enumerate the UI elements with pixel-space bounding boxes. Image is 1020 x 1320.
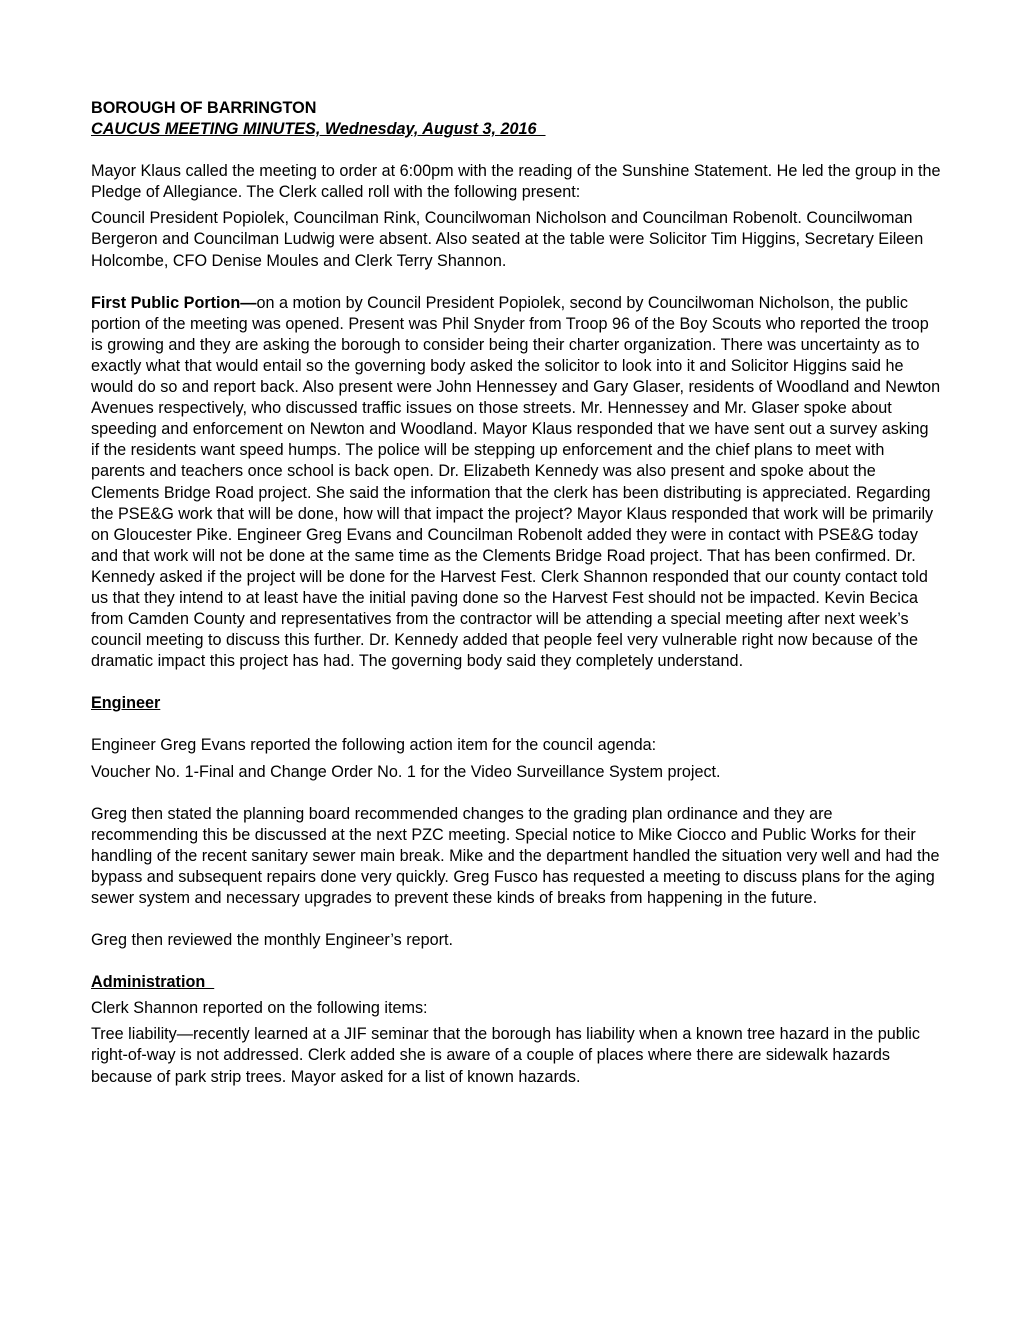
engineer-heading: Engineer <box>91 694 161 713</box>
administration-heading: Administration <box>91 973 215 992</box>
meeting-title: CAUCUS MEETING MINUTES, Wednesday, August 3, 2016 <box>91 120 546 139</box>
tree-liability-paragraph: Tree liability—recently learned at a JIF seminar that the borough has liability when a known tree hazard in the public right-of-way is not addressed. Clerk added she is aware of a couple of places where there are sidewalk hazards because of park strip trees. Mayor asked for a list of known hazards. <box>91 1025 921 1086</box>
engineer-planning-paragraph: Greg then stated the planning board recommended changes to the grading plan ordinance and they are recommending this be discussed at the next PZC meeting. Special notice to Mike Ciocco and Public Works for their handling of the recent sanitary sewer main break. Mike and the department handled the situation very well and had the bypass and subsequent repairs done very quickly. Greg Fusco has requested a meeting to discuss plans for the aging sewer system and necessary upgrades to prevent these kinds of breaks from happening in the future. <box>91 804 940 907</box>
administration-intro: Clerk Shannon reported on the following items: <box>91 999 428 1018</box>
call-to-order-paragraph: Mayor Klaus called the meeting to order at 6:00pm with the reading of the Sunshine Statement. He led the group in the Pledge of Allegiance. The Clerk called roll with the following present: <box>91 162 941 202</box>
public-portion-text: on a motion by Council President Popiolek, second by Councilwoman Nicholson, the public portion of the meeting was opened. Present was Phil Snyder from Troop 96 of the Boy Scouts who reported the troop is growing and they are asking the borough to consider being their charter organization. There was uncertainty as to exactly what that would entail so the governing body asked the solicitor to look into it and Solicitor Higgins said he would do so and report back. Also present were John Hennessey and Gary Glaser, residents of Woodland and Newton Avenues respectively, who discussed traffic issues on those streets. Mr. Hennessey and Mr. Glaser spoke about speeding and enforcement on Newton and Woodland. Mayor Klaus responded that we have sent out a survey asking if the residents want speed humps. The police will be stepping up enforcement and the chief plans to meet with parents and teachers once school is back open. Dr. Elizabeth Kennedy was also present and spoke about the Clements Bridge Road project. She said the information that the clerk has been distributing is appreciated. Regarding the PSE&G work that will be done, how will that impact the project? Mayor Klaus responded that work will be primarily on Gloucester Pike. Engineer Greg Evans and Councilman Robenolt added they were in contact with PSE&G today and that work will not be done at the same time as the Clements Bridge Road project. That has been confirmed. Dr. Kennedy asked if the project will be done for the Harvest Fest. Clerk Shannon responded that our county contact told us that they intend to at least have the initial paving done so the Harvest Fest should not be impacted. Kevin Becica from Camden County and representatives from the contractor will be attending a special meeting after next week’s council meeting to discuss this further. Dr. Kennedy added that people feel very vulnerable right now because of the dramatic impact this project has had. The governing body said they completely understand. <box>91 293 941 671</box>
public-portion-paragraph <box>91 293 941 673</box>
engineer-intro: Engineer Greg Evans reported the following action item for the council agenda: <box>91 736 657 755</box>
minutes-document <box>91 98 941 1088</box>
roll-call-paragraph: Council President Popiolek, Councilman Rink, Councilwoman Nicholson and Councilman Robenolt. Councilwoman Bergeron and Councilman Ludwig were absent. Also seated at the table were Solicitor Tim Higgins, Secretary Eileen Holcombe, CFO Denise Moules and Clerk Terry Shannon. <box>91 209 924 270</box>
public-portion-lead: First Public Portion— <box>91 293 257 312</box>
engineer-action-item: Voucher No. 1-Final and Change Order No. 1 for the Video Surveillance System project. <box>91 762 721 781</box>
engineer-report-paragraph: Greg then reviewed the monthly Engineer’s report. <box>91 931 454 950</box>
organization-title: BOROUGH OF BARRINGTON <box>91 99 317 117</box>
